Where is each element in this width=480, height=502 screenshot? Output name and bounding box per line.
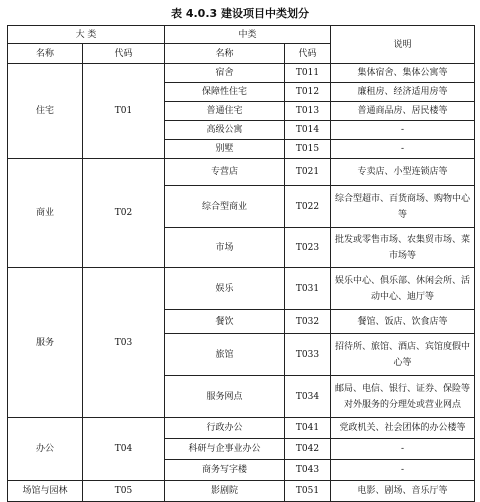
medium-category-code: T051: [285, 481, 331, 502]
major-category-name: 办公: [8, 418, 83, 481]
medium-category-code: T043: [285, 460, 331, 481]
medium-category-code: T034: [285, 376, 331, 418]
description-cell: 招待所、旅馆、酒店、宾馆度假中心等: [331, 334, 475, 376]
table-row: [8, 418, 475, 439]
description-cell: 集体宿舍、集体公寓等: [331, 64, 475, 83]
medium-category-name: 商务写字楼: [165, 460, 285, 481]
description-cell: 餐馆、饭店、饮食店等: [331, 310, 475, 334]
major-category-code: T01: [83, 64, 165, 159]
medium-category-name: 市场: [165, 228, 285, 268]
classification-table: [7, 25, 475, 502]
major-category-name: 服务: [8, 268, 83, 418]
major-category-code: T03: [83, 268, 165, 418]
medium-category-name: 娱乐: [165, 268, 285, 310]
description-cell: 邮局、电信、银行、证券、保险等对外服务的分理处或营业网点: [331, 376, 475, 418]
description-cell: -: [331, 140, 475, 159]
header-major-code: 代码: [83, 44, 165, 64]
medium-category-name: 行政办公: [165, 418, 285, 439]
medium-category-code: T041: [285, 418, 331, 439]
medium-category-code: T033: [285, 334, 331, 376]
medium-category-code: T023: [285, 228, 331, 268]
medium-category-code: T042: [285, 439, 331, 460]
medium-category-name: 影剧院: [165, 481, 285, 502]
header-description: 说明: [331, 26, 475, 64]
medium-category-name: 高级公寓: [165, 121, 285, 140]
major-category-name: 住宅: [8, 64, 83, 159]
description-cell: -: [331, 439, 475, 460]
description-cell: 电影、剧场、音乐厅等: [331, 481, 475, 502]
medium-category-name: 别墅: [165, 140, 285, 159]
header-medium-code: 代码: [285, 44, 331, 64]
header-medium-category: 中类: [165, 26, 331, 44]
medium-category-code: T031: [285, 268, 331, 310]
description-cell: -: [331, 121, 475, 140]
medium-category-name: 综合型商业: [165, 186, 285, 228]
description-cell: 专卖店、小型连锁店等: [331, 159, 475, 186]
medium-category-code: T032: [285, 310, 331, 334]
description-cell: 党政机关、社会团体的办公楼等: [331, 418, 475, 439]
table-row: [8, 159, 475, 186]
medium-category-name: 普通住宅: [165, 102, 285, 121]
table-row: [8, 481, 475, 502]
description-cell: 普通商品房、居民楼等: [331, 102, 475, 121]
description-cell: 廉租房、经济适用房等: [331, 83, 475, 102]
header-major-name: 名称: [8, 44, 83, 64]
table-row: [8, 64, 475, 83]
description-cell: -: [331, 460, 475, 481]
major-category-name: 商业: [8, 159, 83, 268]
medium-category-name: 保障性住宅: [165, 83, 285, 102]
table-row: [8, 268, 475, 310]
medium-category-code: T022: [285, 186, 331, 228]
medium-category-code: T015: [285, 140, 331, 159]
table-title: 表 4.0.3 建设项目中类划分: [171, 7, 309, 20]
medium-category-name: 专营店: [165, 159, 285, 186]
medium-category-code: T014: [285, 121, 331, 140]
header-medium-name: 名称: [165, 44, 285, 64]
medium-category-code: T012: [285, 83, 331, 102]
medium-category-code: T011: [285, 64, 331, 83]
medium-category-code: T021: [285, 159, 331, 186]
description-cell: 综合型超市、百货商场、购物中心等: [331, 186, 475, 228]
major-category-name: 场馆与园林: [8, 481, 83, 502]
major-category-code: T02: [83, 159, 165, 268]
description-cell: 娱乐中心、俱乐部、休闲会所、活动中心、迪厅等: [331, 268, 475, 310]
medium-category-name: 科研与企事业办公: [165, 439, 285, 460]
medium-category-name: 服务网点: [165, 376, 285, 418]
major-category-code: T04: [83, 418, 165, 481]
major-category-code: T05: [83, 481, 165, 502]
header-major-category: 大 类: [8, 26, 165, 44]
medium-category-name: 餐饮: [165, 310, 285, 334]
description-cell: 批发或零售市场、农集贸市场、菜市场等: [331, 228, 475, 268]
medium-category-name: 旅馆: [165, 334, 285, 376]
medium-category-code: T013: [285, 102, 331, 121]
medium-category-name: 宿舍: [165, 64, 285, 83]
